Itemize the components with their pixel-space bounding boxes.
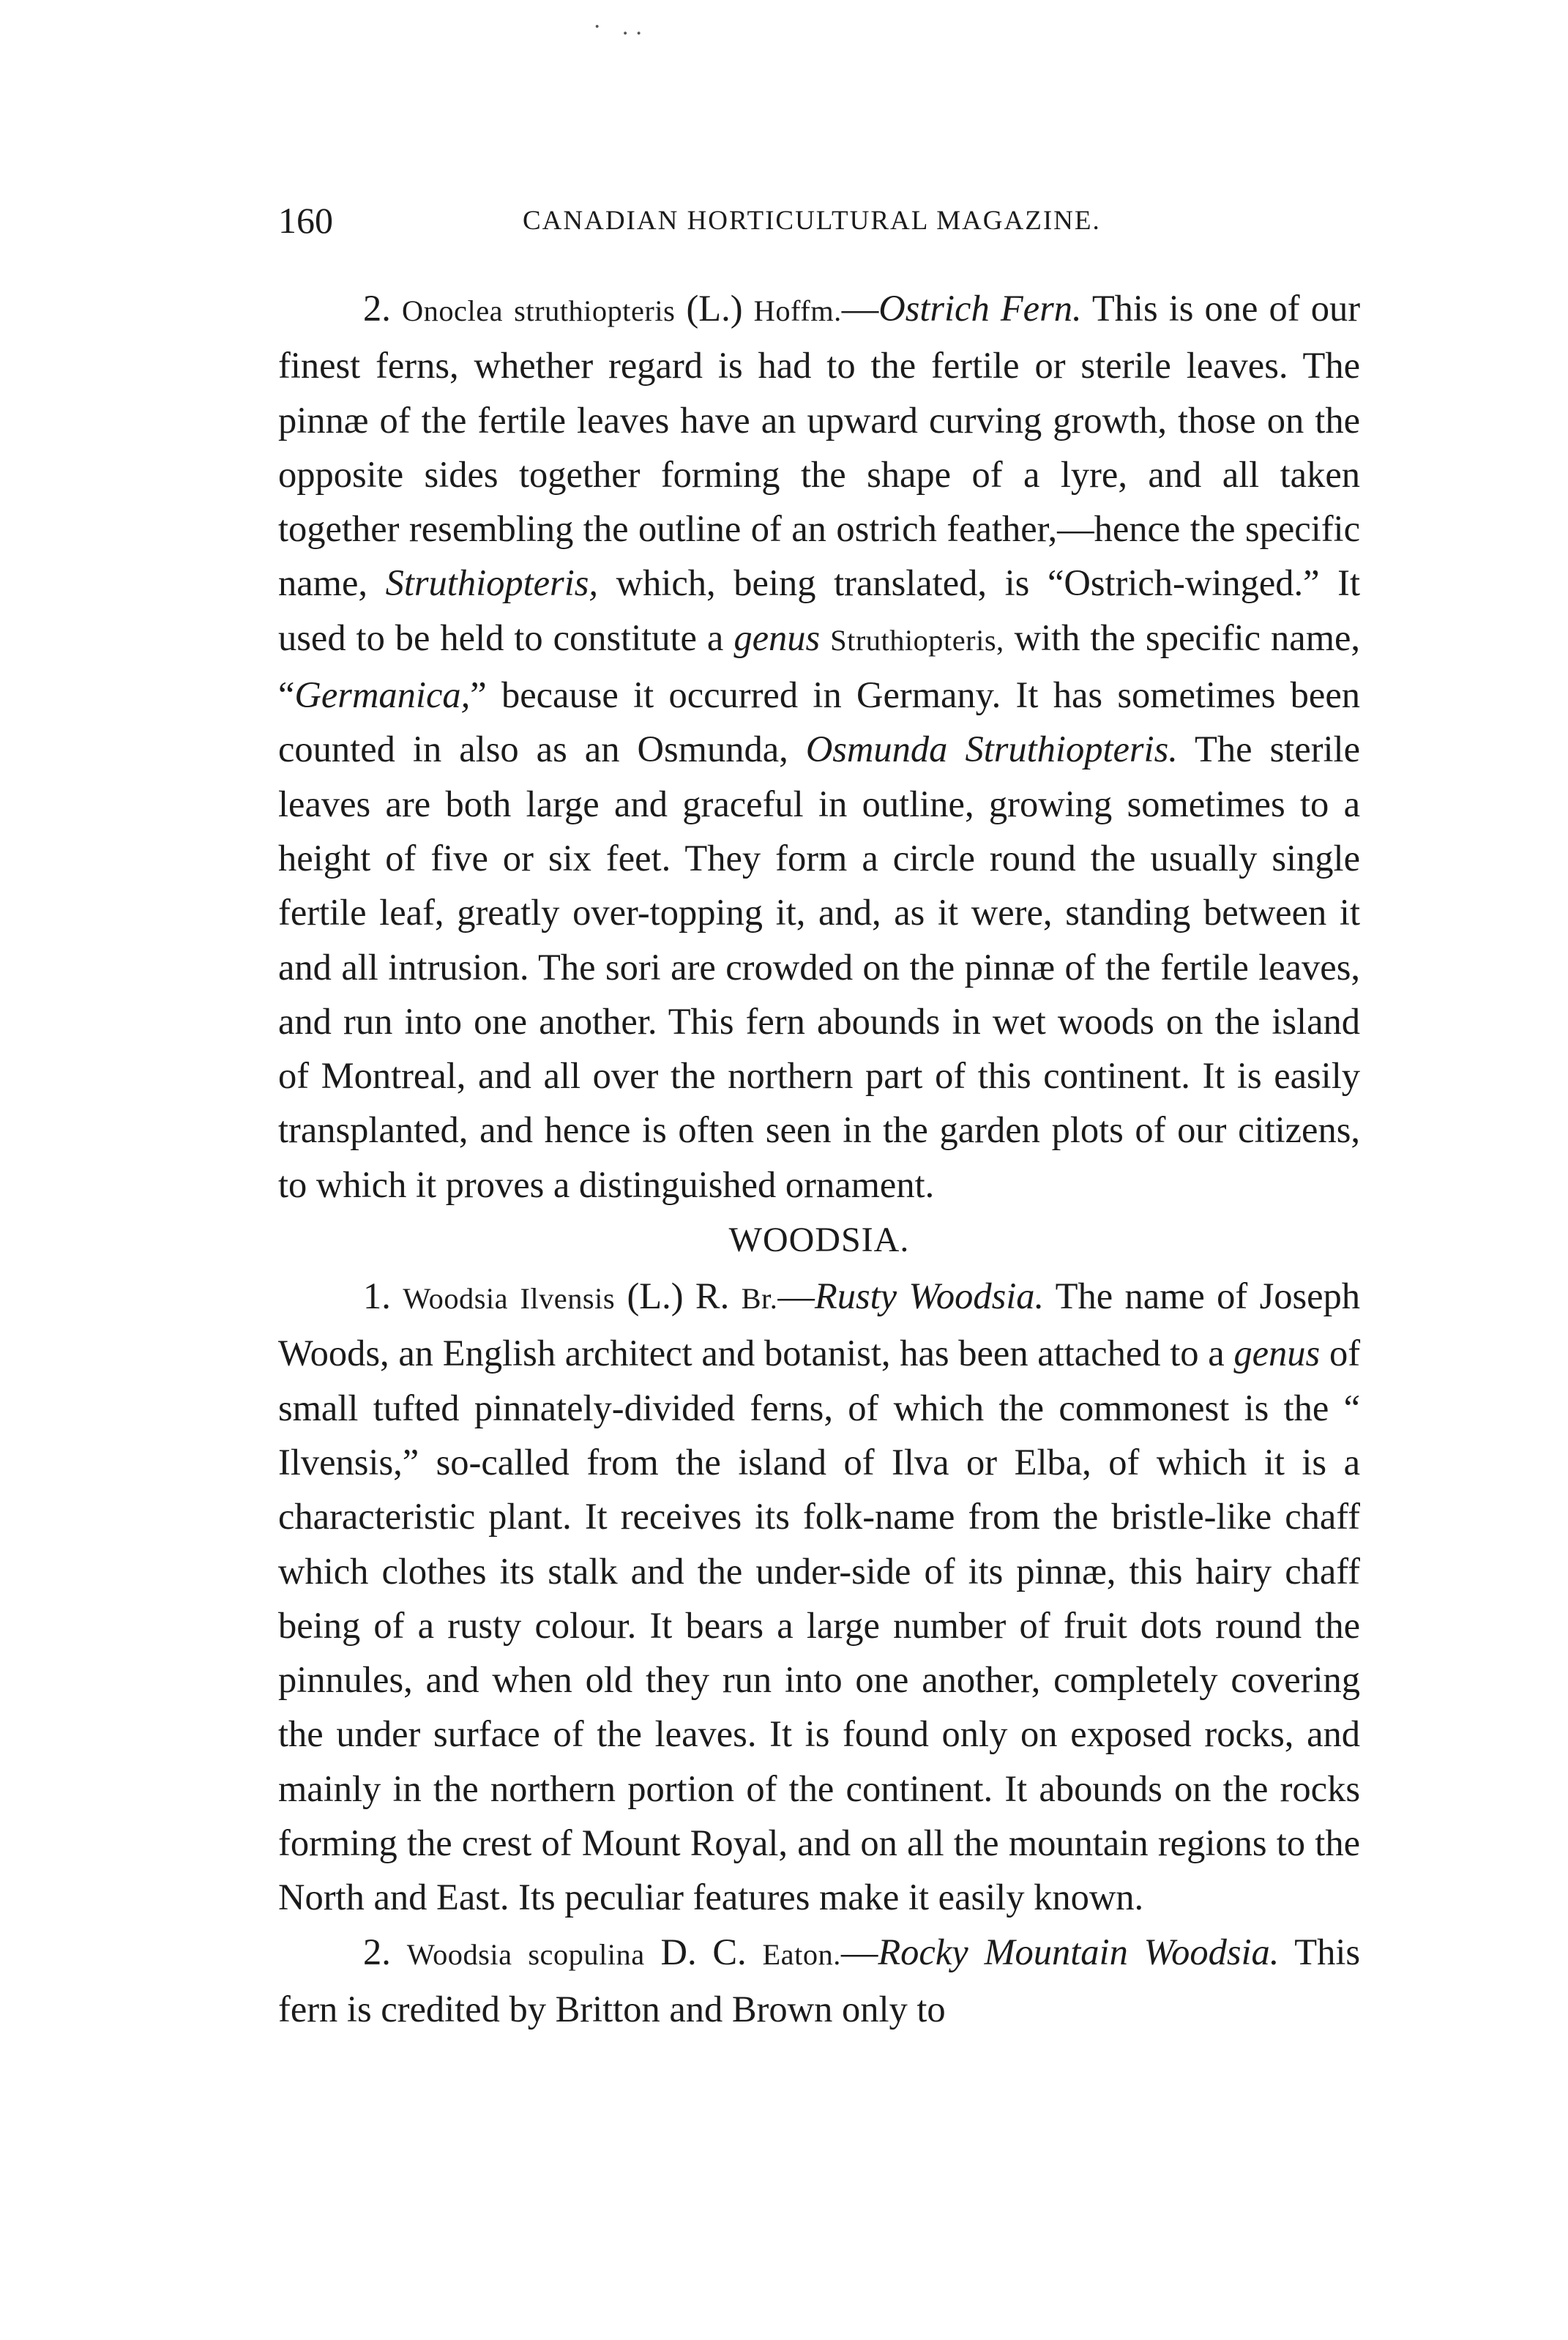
entry-number: 2. — [363, 288, 391, 329]
paragraph-text: The sterile leaves are both large and graceful in outline, growing sometimes to a height of five or six feet. They form a circle round the usually single fertile leaf, greatly over-topping it, and, as it were, standing between it and all intrusion. The sori are crowded on the pinnæ of the fertile leaves, and run into one another. This fern abounds in wet woods on the island of Montreal, and all over the northern part of this continent. It is easily transplanted, and hence is often seen in the garden plots of our citizens, to which it proves a distinguished ornament. — [278, 729, 1360, 1205]
italic-term: genus — [733, 616, 821, 658]
common-name: Rocky Mountain Woodsia. — [878, 1931, 1280, 1972]
running-head — [278, 199, 1376, 243]
running-title: CANADIAN HORTICULTURAL MAGAZINE. — [523, 206, 1101, 236]
paragraph-text: which, being translated, is “Ostrich-winged.” It used to be held to constitute a — [278, 562, 1361, 658]
species-name: Ilvensis — [520, 1282, 616, 1316]
italic-term: genus — [1233, 1333, 1321, 1374]
authority-second: Eaton. — [762, 1937, 841, 1971]
entry-onoclea-struthiopteris — [278, 281, 1360, 1212]
authority-initial: R. — [695, 1275, 730, 1317]
smallcaps-term: Struthiopteris, — [830, 623, 1004, 657]
scan-marks: · .. — [593, 13, 649, 40]
italic-term: Germanica, — [294, 674, 471, 716]
italic-term: Osmunda Struthiopteris. — [805, 729, 1178, 770]
italic-term: Struthiopteris, — [385, 562, 599, 604]
paragraph-text: This is one of our finest ferns, whether regard is had to the fertile or sterile leaves. The pinnæ of the fertile leaves have an upward curving growth, those on the opposite sides together forming the shape of a lyre, and all taken together resembling the outline of an ostrich feather,—hence the specific name, — [278, 288, 1361, 604]
entry-woodsia-ilvensis — [278, 1269, 1360, 1925]
paragraph-text: The name of Joseph Woods, an English architect and botanist, has been attached to a — [278, 1275, 1361, 1374]
authority: (L.) — [627, 1275, 684, 1317]
dash: — — [777, 1275, 815, 1317]
genus-name: Onoclea — [401, 294, 504, 327]
species-name: struthiopteris — [514, 294, 676, 327]
entry-woodsia-scopulina — [278, 1925, 1360, 2037]
entry-number: 1. — [363, 1275, 391, 1317]
paragraph-text: of small tufted pinnately-divided ferns, of which the commonest is the “ Ilvensis,” so-called from the island of Ilva or Elba, of which it is a characteristic plant. It receives its folk-name from the bristle-like chaff which clothes its stalk and the under-side of its pinnæ, this hairy chaff being of a rusty colour. It bears a large number of fruit dots round the pinnules, and when old they run into one another, completely covering the under surface of the leaves. It is found only on exposed rocks, and mainly in the northern portion of the continent. It abounds on the rocks forming the crest of Mount Royal, and on all the mountain regions to the North and East. Its peculiar features make it easily known. — [278, 1333, 1361, 1918]
page-number: 160 — [278, 200, 333, 241]
authority-second: Hoffm. — [753, 294, 842, 327]
paragraph-text: with the specific name, “ — [278, 616, 1361, 716]
paragraph-text: This fern is credited by Britton and Brown only to — [278, 1931, 1361, 2030]
paragraph-text: ” because it occurred in Germany. It has sometimes been counted in also as an Osmunda, — [278, 674, 1360, 770]
authority-second: Br. — [741, 1282, 778, 1316]
common-name: Rusty Woodsia. — [814, 1275, 1045, 1317]
section-heading-woodsia: WOODSIA. — [728, 1221, 910, 1260]
genus-name: Woodsia — [403, 1282, 509, 1316]
entry-number: 2. — [363, 1931, 391, 1972]
dash: — — [841, 288, 879, 329]
species-name: scopulina — [528, 1937, 645, 1971]
authority: (L.) — [686, 288, 743, 329]
authority: D. C. — [660, 1931, 747, 1972]
dash: — — [840, 1931, 878, 1972]
body-text — [278, 281, 1360, 2036]
genus-name: Woodsia — [406, 1937, 512, 1971]
common-name: Ostrich Fern. — [878, 288, 1082, 329]
